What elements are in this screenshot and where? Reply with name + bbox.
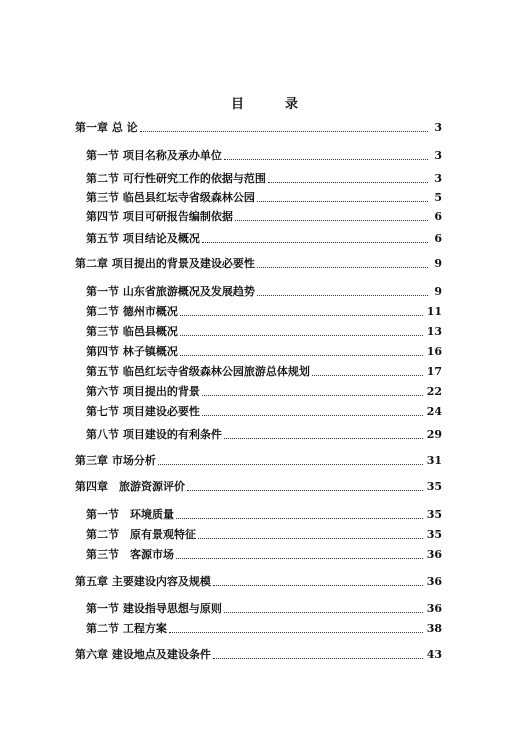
- toc-section-entry[interactable]: [86, 232, 442, 246]
- page-number: 36: [426, 548, 442, 561]
- toc-section-entry[interactable]: [86, 149, 442, 163]
- page-number: 9: [434, 285, 442, 298]
- dot-leader: [176, 517, 423, 519]
- dot-leader: [257, 294, 428, 296]
- entry-label: 第六章 建设地点及建设条件: [75, 648, 211, 661]
- toc-chapter-entry[interactable]: [75, 257, 442, 271]
- dot-leader: [224, 437, 423, 439]
- page-number: 35: [426, 480, 442, 493]
- toc-section-entry[interactable]: [86, 305, 442, 319]
- page-number: 29: [426, 428, 442, 441]
- page-number: 16: [426, 345, 442, 358]
- entry-label: 第四章 旅游资源评价: [75, 480, 185, 493]
- page-number: 13: [426, 325, 442, 338]
- dot-leader: [224, 158, 428, 160]
- toc-section-entry[interactable]: [86, 602, 442, 616]
- dot-leader: [213, 657, 423, 659]
- page-number: 17: [426, 365, 442, 378]
- dot-leader: [140, 130, 428, 132]
- entry-label: 第二节 德州市概况: [86, 305, 178, 318]
- page-number: 3: [434, 149, 442, 162]
- dot-leader: [312, 374, 423, 376]
- page-number: 5: [434, 191, 442, 204]
- toc-section-entry[interactable]: [86, 210, 442, 224]
- page-number: 36: [426, 602, 442, 615]
- dot-leader: [202, 414, 423, 416]
- toc-section-entry[interactable]: [86, 325, 442, 339]
- toc-title: 目 录: [230, 97, 312, 112]
- toc-section-entry[interactable]: [86, 345, 442, 359]
- dot-leader: [158, 463, 423, 465]
- entry-label: 第一章 总 论: [75, 121, 138, 134]
- entry-label: 第五节 临邑红坛寺省级森林公园旅游总体规划: [86, 365, 310, 378]
- page-number: 36: [426, 575, 442, 588]
- toc-chapter-entry[interactable]: [75, 648, 442, 662]
- page-number: 3: [434, 121, 442, 134]
- dot-leader: [187, 489, 423, 491]
- page-number: 24: [426, 405, 442, 418]
- page-number: 11: [426, 305, 442, 318]
- entry-label: 第三节 临邑县概况: [86, 325, 178, 338]
- page-number: 22: [426, 385, 442, 398]
- dot-leader: [202, 394, 423, 396]
- page-number: 6: [434, 210, 442, 223]
- dot-leader: [268, 181, 428, 183]
- entry-label: 第八节 项目建设的有利条件: [86, 428, 222, 441]
- toc-section-entry[interactable]: [86, 508, 442, 522]
- dot-leader: [180, 334, 423, 336]
- entry-label: 第七节 项目建设必要性: [86, 405, 200, 418]
- entry-label: 第五节 项目结论及概况: [86, 232, 200, 245]
- entry-label: 第一节 项目名称及承办单位: [86, 149, 222, 162]
- dot-leader: [213, 584, 423, 586]
- entry-label: 第一节 山东省旅游概况及发展趋势: [86, 285, 255, 298]
- toc-section-entry[interactable]: [86, 622, 442, 636]
- page-number: 9: [434, 257, 442, 270]
- toc-section-entry[interactable]: [86, 365, 442, 379]
- toc-chapter-entry[interactable]: [75, 575, 442, 589]
- toc-section-entry[interactable]: [86, 428, 442, 442]
- dot-leader: [257, 200, 428, 202]
- page-number: 38: [426, 622, 442, 635]
- page-number: 35: [426, 508, 442, 521]
- page-number: 6: [434, 232, 442, 245]
- entry-label: 第二章 项目提出的背景及建设必要性: [75, 257, 255, 270]
- entry-label: 第一节 建设指导思想与原则: [86, 602, 222, 615]
- dot-leader: [257, 266, 428, 268]
- entry-label: 第三节 临邑县红坛寺省级森林公园: [86, 191, 255, 204]
- toc-section-entry[interactable]: [86, 528, 442, 542]
- dot-leader: [180, 314, 423, 316]
- toc-chapter-entry[interactable]: [75, 480, 442, 494]
- dot-leader: [169, 631, 423, 633]
- toc-section-entry[interactable]: [86, 285, 442, 299]
- toc-section-entry[interactable]: [86, 191, 442, 205]
- entry-label: 第二节 原有景观特征: [86, 528, 196, 541]
- dot-leader: [198, 537, 423, 539]
- dot-leader: [176, 557, 423, 559]
- toc-chapter-entry[interactable]: [75, 454, 442, 468]
- dot-leader: [202, 241, 428, 243]
- entry-label: 第二节 工程方案: [86, 622, 167, 635]
- entry-label: 第五章 主要建设内容及规模: [75, 575, 211, 588]
- dot-leader: [180, 354, 423, 356]
- entry-label: 第三节 客源市场: [86, 548, 174, 561]
- page-number: 31: [426, 454, 442, 467]
- entry-label: 第四节 林子镇概况: [86, 345, 178, 358]
- entry-label: 第四节 项目可研报告编制依据: [86, 210, 233, 223]
- toc-chapter-entry[interactable]: [75, 121, 442, 135]
- page-number: 3: [434, 172, 442, 185]
- toc-section-entry[interactable]: [86, 172, 442, 186]
- entry-label: 第二节 可行性研究工作的依据与范围: [86, 172, 266, 185]
- toc-section-entry[interactable]: [86, 385, 442, 399]
- entry-label: 第六节 项目提出的背景: [86, 385, 200, 398]
- dot-leader: [235, 219, 428, 221]
- page-number: 35: [426, 528, 442, 541]
- entry-label: 第一节 环境质量: [86, 508, 174, 521]
- page-number: 43: [426, 648, 442, 661]
- entry-label: 第三章 市场分析: [75, 454, 156, 467]
- toc-section-entry[interactable]: [86, 548, 442, 562]
- dot-leader: [224, 611, 423, 613]
- toc-section-entry[interactable]: [86, 405, 442, 419]
